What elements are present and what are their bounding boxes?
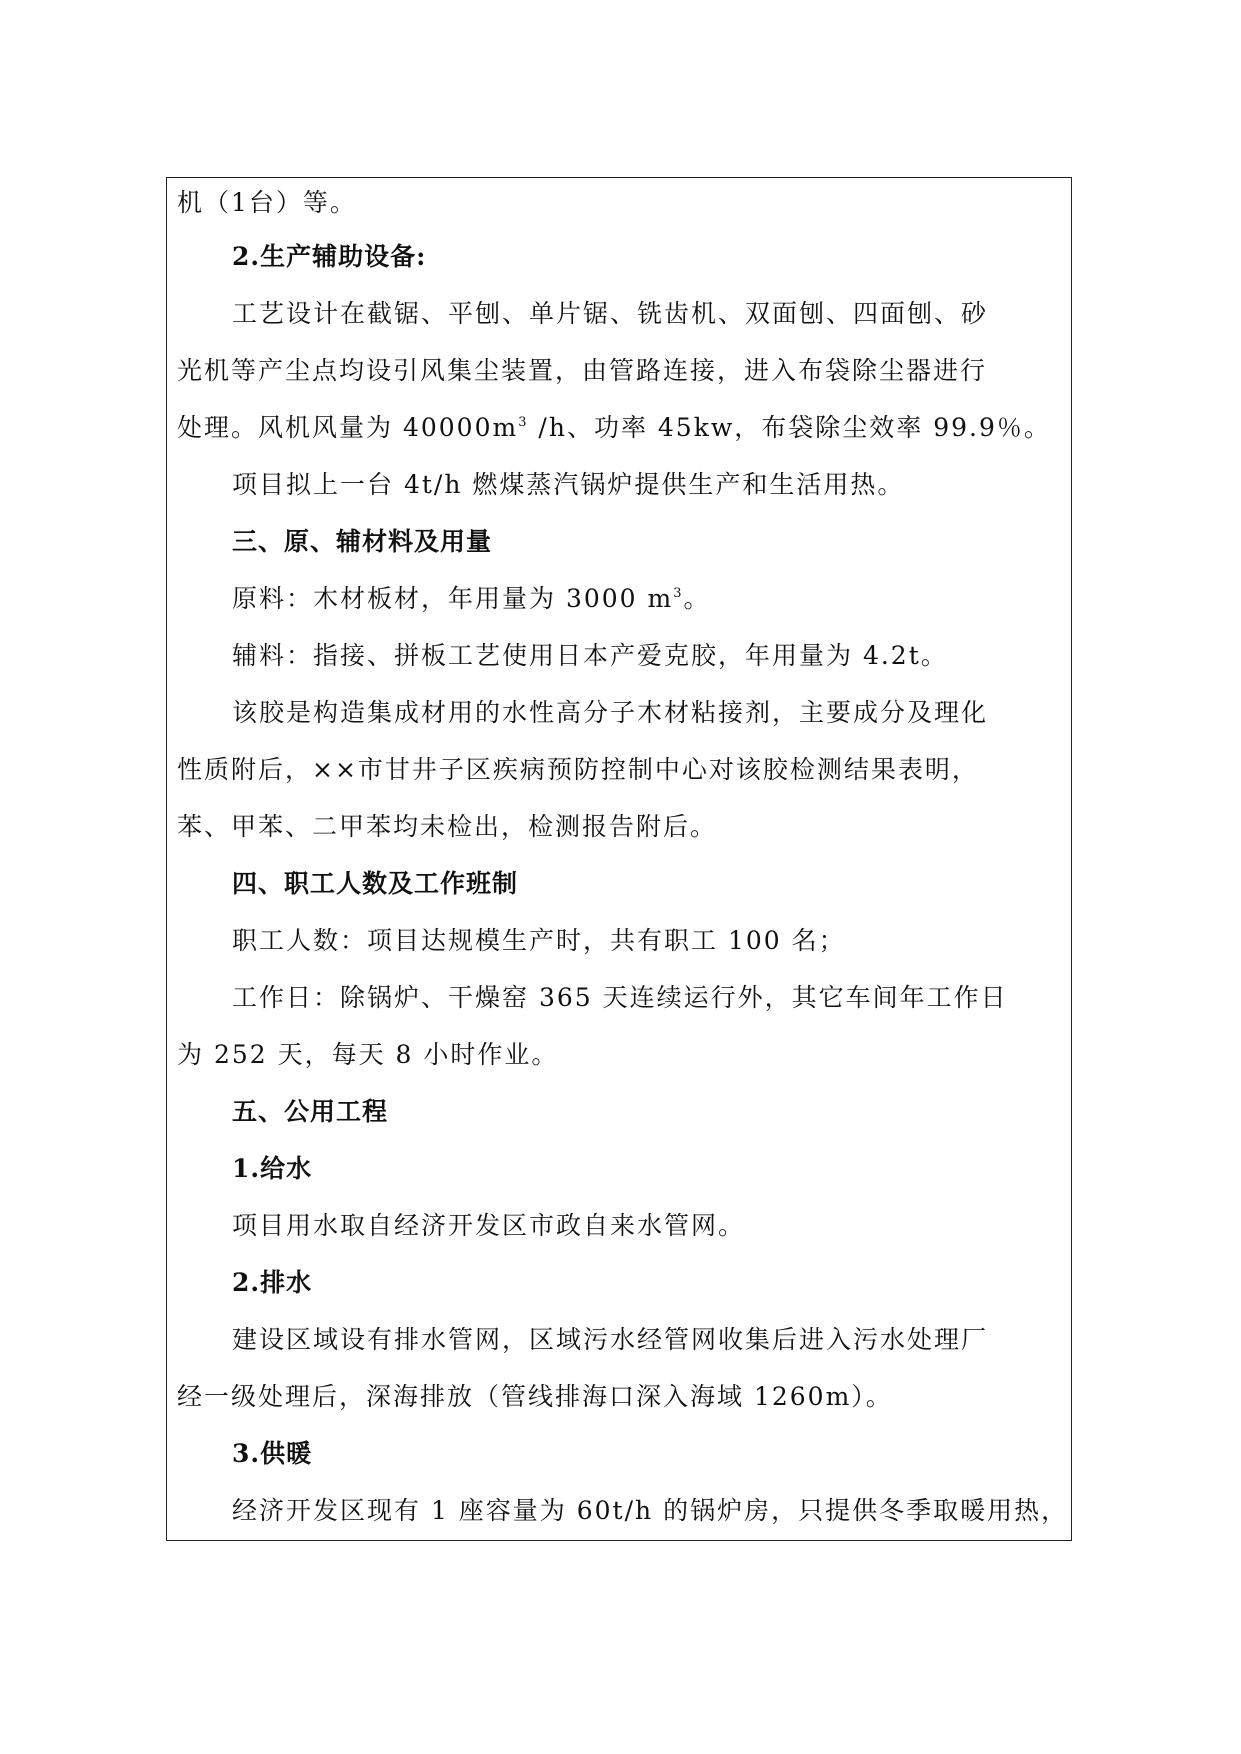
text-segment: 原料：木材板材，年用量为 3000 m	[232, 584, 674, 613]
subsection-heading: 1.给水	[232, 1154, 313, 1183]
text-segment: 处理。风机风量为 40000m	[177, 413, 519, 442]
document-body	[177, 178, 1069, 1539]
text-line-wood-volume	[177, 570, 1063, 627]
text-line: 光机等产尘点均设引风集尘装置，由管路连接，进入布袋除尘器进行	[177, 356, 988, 385]
text-line: 职工人数：项目达规模生产时，共有职工 100 名；	[232, 926, 846, 955]
text-segment: /h、功率 45kw，布袋除尘效率 99.9％。	[528, 413, 1051, 442]
text-line-air-volume	[177, 399, 1063, 456]
text-line: 工艺设计在截锯、平刨、单片锯、铣齿机、双面刨、四面刨、砂	[232, 299, 989, 328]
section-heading: 三、原、辅材料及用量	[232, 527, 493, 556]
text-line: 为 252 天，每天 8 小时作业。	[177, 1040, 559, 1069]
text-line: 建设区域设有排水管网，区域污水经管网收集后进入污水处理厂	[232, 1325, 989, 1354]
text-line: 经一级处理后，深海排放（管线排海口深入海域 1260m）。	[177, 1382, 893, 1411]
superscript-exponent: 3	[673, 586, 684, 601]
text-line: 辅料：指接、拼板工艺使用日本产爱克胶，年用量为 4.2t。	[232, 641, 948, 670]
section-heading: 四、职工人数及工作班制	[232, 869, 519, 898]
section-heading: 2.生产辅助设备:	[232, 242, 427, 271]
text-line: 该胶是构造集成材用的水性高分子木材粘接剂，主要成分及理化	[232, 698, 989, 727]
text-line: 项目拟上一台 4t/h 燃煤蒸汽锅炉提供生产和生活用热。	[232, 470, 905, 499]
subsection-heading: 3.供暖	[232, 1439, 313, 1468]
document-frame	[166, 177, 1072, 1541]
text-line: 机（1台）等。	[177, 188, 357, 217]
section-heading: 五、公用工程	[232, 1097, 389, 1126]
text-line: 项目用水取自经济开发区市政自来水管网。	[232, 1211, 746, 1240]
text-segment: 。	[683, 584, 711, 613]
text-line: 苯、甲苯、二甲苯均未检出，检测报告附后。	[177, 812, 718, 841]
text-line: 经济开发区现有 1 座容量为 60t/h 的锅炉房，只提供冬季取暖用热，	[232, 1496, 1069, 1525]
superscript-exponent: 3	[518, 415, 529, 430]
subsection-heading: 2.排水	[232, 1268, 313, 1297]
text-line: 性质附后，××市甘井子区疾病预防控制中心对该胶检测结果表明，	[177, 755, 979, 784]
text-line: 工作日：除锅炉、干燥窑 365 天连续运行外，其它车间年工作日	[232, 983, 1008, 1012]
